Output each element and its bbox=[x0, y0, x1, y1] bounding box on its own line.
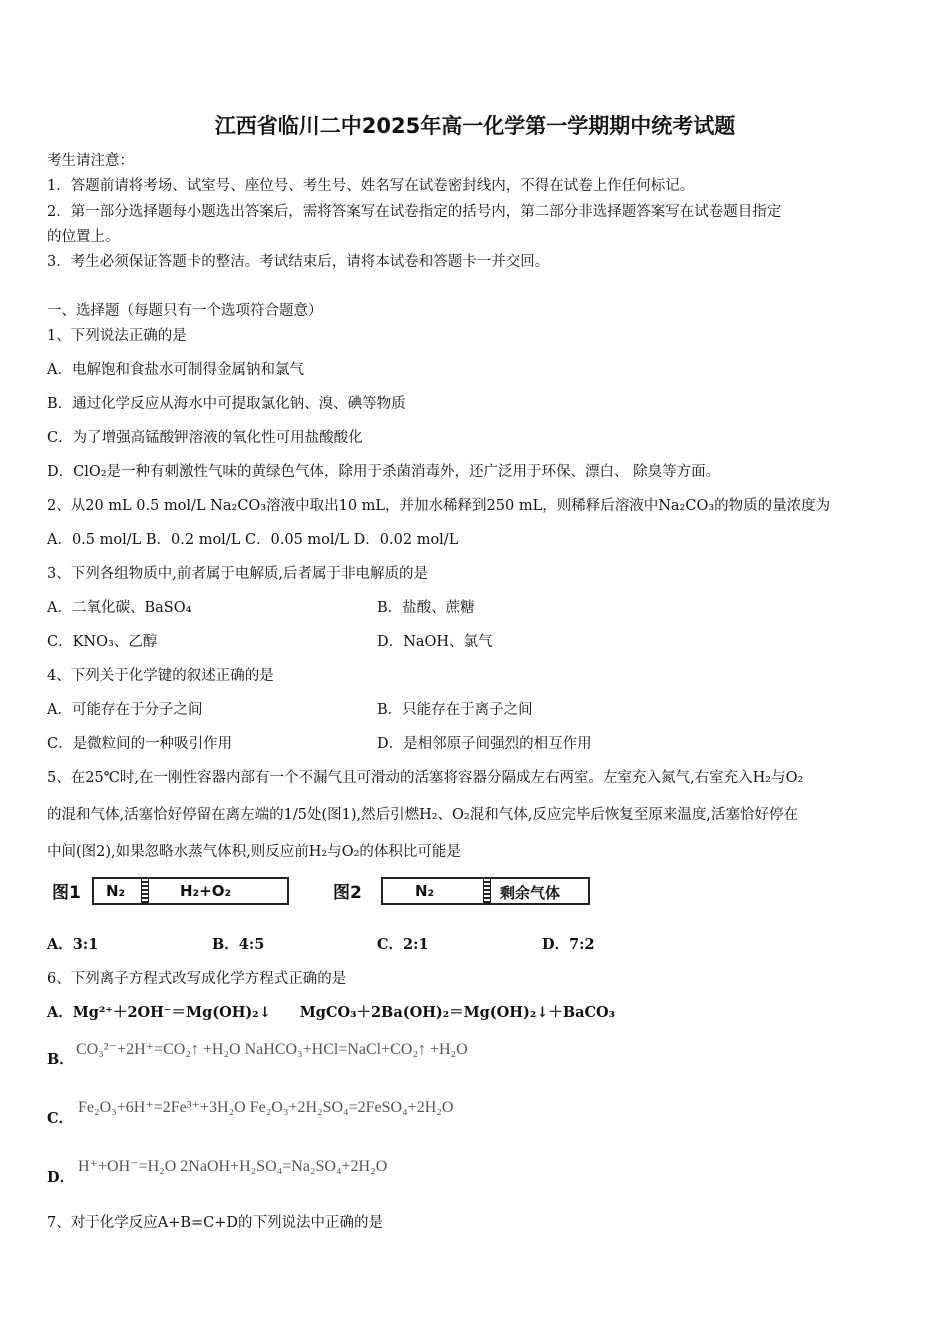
q3-stem: 3、下列各组物质中,前者属于电解质,后者属于非电解质的是 bbox=[47, 566, 428, 582]
q5-option-a: A．3:1 bbox=[47, 936, 99, 953]
q1-option-d: D．ClO₂是一种有刺激性气味的黄绿色气体，除用于杀菌消毒外，还广泛用于环保、漂白、 除臭等方面。 bbox=[47, 464, 721, 480]
notice-heading: 考生请注意： bbox=[47, 153, 134, 169]
q5-stem-line-3: 中间(图2),如果忽略水蒸气体积,则反应前H₂与O₂的体积比可能是 bbox=[47, 844, 461, 860]
q4-option-d: D．是相邻原子间强烈的相互作用 bbox=[377, 736, 592, 752]
fig1-container bbox=[92, 877, 289, 905]
q6-option-a: A．Mg²⁺＋2OH⁻＝Mg(OH)₂↓ MgCO₃＋2Ba(OH)₂＝Mg(OH)₂↓＋BaCO₃ bbox=[47, 1004, 616, 1021]
fig1-piston bbox=[141, 879, 149, 903]
fig2-piston bbox=[483, 879, 491, 903]
q6-option-c-label: C． bbox=[47, 1110, 74, 1127]
fig2-right-gas: 剩余气体 bbox=[500, 884, 561, 902]
q4-option-c: C．是微粒间的一种吸引作用 bbox=[47, 736, 233, 752]
fig2-container bbox=[381, 877, 590, 905]
q1-option-b: B．通过化学反应从海水中可提取氯化钠、溴、碘等物质 bbox=[47, 396, 406, 412]
q1-stem: 1、下列说法正确的是 bbox=[47, 328, 187, 344]
q6-option-b-label: B． bbox=[47, 1051, 74, 1068]
q6-option-c: Fe₂O₃+6H⁺=2Fe³⁺+3H₂O Fe₂O₃+2H₂SO₄=2FeSO₄+2H₂O bbox=[78, 1099, 454, 1116]
q5-option-d: D．7:2 bbox=[542, 936, 595, 953]
q5-stem-line-1: 5、在25℃时,在一刚性容器内部有一个不漏气且可滑动的活塞将容器分隔成左右两室。左室充入氮气,右室充入H₂与O₂ bbox=[47, 770, 804, 786]
q7-stem: 7、对于化学反应A+B=C+D的下列说法中正确的是 bbox=[47, 1215, 384, 1231]
q4-stem: 4、下列关于化学键的叙述正确的是 bbox=[47, 668, 274, 684]
q6-option-b: CO₃²⁻+2H⁺=CO₂↑ +H₂O NaHCO₃+HCl=NaCl+CO₂↑ +H₂O bbox=[76, 1041, 468, 1058]
fig2-left-gas: N₂ bbox=[415, 882, 435, 900]
q6-option-d-label: D． bbox=[47, 1169, 75, 1186]
notice-item-2b: 的位置上。 bbox=[47, 229, 120, 245]
q4-option-a: A．可能存在于分子之间 bbox=[47, 702, 203, 718]
fig1-label: 图1 bbox=[52, 883, 81, 903]
fig2-label: 图2 bbox=[333, 883, 362, 903]
q3-option-a: A．二氧化碳、BaSO₄ bbox=[47, 600, 192, 616]
notice-item-3: 3．考生必须保证答题卡的整洁。考试结束后，请将本试卷和答题卡一并交回。 bbox=[47, 254, 550, 270]
q2-options: A．0.5 mol/L B．0.2 mol/L C．0.05 mol/L D．0.02 mol/L bbox=[47, 532, 459, 548]
q6-stem: 6、下列离子方程式改写成化学方程式正确的是 bbox=[47, 971, 347, 987]
q1-option-c: C．为了增强高锰酸钾溶液的氧化性可用盐酸酸化 bbox=[47, 430, 363, 446]
q5-option-c: C．2:1 bbox=[377, 936, 429, 953]
q3-option-b: B．盐酸、蔗糖 bbox=[377, 600, 475, 616]
page-title: 江西省临川二中2025年高一化学第一学期期中统考试题 bbox=[214, 114, 736, 138]
section-heading: 一、选择题（每题只有一个选项符合题意） bbox=[47, 303, 323, 319]
q3-option-c: C．KNO₃、乙醇 bbox=[47, 634, 158, 650]
q5-stem-line-2: 的混和气体,活塞恰好停留在离左端的1/5处(图1),然后引燃H₂、O₂混和气体,反应完毕后恢复至原来温度,活塞恰好停在 bbox=[47, 807, 798, 823]
notice-item-2a: 2．第一部分选择题每小题选出答案后，需将答案写在试卷指定的括号内，第二部分非选择题答案写在试卷题目指定 bbox=[47, 204, 782, 220]
q4-option-b: B．只能存在于离子之间 bbox=[377, 702, 533, 718]
q1-option-a: A．电解饱和食盐水可制得金属钠和氯气 bbox=[47, 362, 304, 378]
fig1-left-gas: N₂ bbox=[106, 882, 126, 900]
q3-option-d: D．NaOH、氯气 bbox=[377, 634, 493, 650]
q2-stem: 2、从20 mL 0.5 mol/L Na₂CO₃溶液中取出10 mL，并加水稀释到250 mL，则稀释后溶液中Na₂CO₃的物质的量浓度为 bbox=[47, 498, 831, 514]
q5-option-b: B．4:5 bbox=[212, 936, 265, 953]
q6-option-d: H⁺+OH⁻=H₂O 2NaOH+H₂SO₄=Na₂SO₄+2H₂O bbox=[78, 1158, 388, 1175]
fig1-right-gas: H₂+O₂ bbox=[180, 882, 232, 900]
notice-item-1: 1．答题前请将考场、试室号、座位号、考生号、姓名写在试卷密封线内，不得在试卷上作任何标记。 bbox=[47, 178, 695, 194]
